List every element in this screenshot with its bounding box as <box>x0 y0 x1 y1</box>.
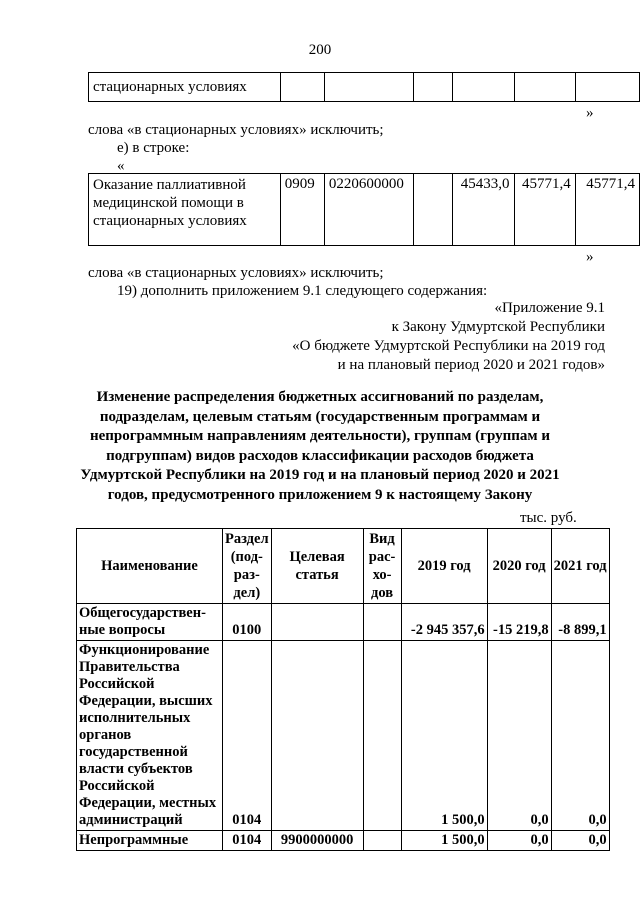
row-target <box>271 604 363 641</box>
row-name: Общегосударствен-ные вопросы <box>77 604 223 641</box>
snippet1-empty-cell <box>514 73 575 102</box>
snippet2-2019-cell: 45433,0 <box>453 174 514 246</box>
row-2020: 0,0 <box>487 831 551 851</box>
row-kind <box>363 641 401 831</box>
snippet1-name-cell: стационарных условиях <box>89 73 281 102</box>
row-kind <box>363 604 401 641</box>
row-2019: 1 500,0 <box>401 831 487 851</box>
header-target: Целевая статья <box>271 529 363 604</box>
closing-quote: » <box>586 105 594 121</box>
snippet2-2021-cell: 45771,4 <box>575 174 639 246</box>
row-2021: 0,0 <box>551 641 609 831</box>
header-kind: Вид рас-хо-дов <box>363 529 401 604</box>
row-target <box>271 641 363 831</box>
units-label: тыс. руб. <box>520 510 577 526</box>
row-kind <box>363 831 401 851</box>
snippet1-empty-cell <box>280 73 324 102</box>
page-number: 200 <box>308 42 332 58</box>
header-2020: 2020 год <box>487 529 551 604</box>
header-section: Раздел (под-раз-дел) <box>223 529 272 604</box>
row-section: 0104 <box>223 641 272 831</box>
text-line: слова «в стационарных условиях» исключить; <box>88 122 384 138</box>
appendix-line: к Закону Удмуртской Республики <box>391 319 605 335</box>
text-line: е) в строке: <box>117 140 190 156</box>
snippet-table-1 <box>88 72 640 102</box>
row-name: Непрограммные <box>77 831 223 851</box>
snippet2-section-cell: 0909 <box>280 174 324 246</box>
snippet2-target-cell: 0220600000 <box>324 174 413 246</box>
budget-table <box>76 528 610 851</box>
row-2020: -15 219,8 <box>487 604 551 641</box>
row-2021: 0,0 <box>551 831 609 851</box>
row-2019: 1 500,0 <box>401 641 487 831</box>
header-2019: 2019 год <box>401 529 487 604</box>
text-line: слова «в стационарных условиях» исключить; <box>88 265 384 281</box>
table-header-row <box>77 529 610 604</box>
row-section: 0104 <box>223 831 272 851</box>
snippet1-empty-cell <box>414 73 453 102</box>
row-2021: -8 899,1 <box>551 604 609 641</box>
snippet1-empty-cell <box>453 73 514 102</box>
header-2021: 2021 год <box>551 529 609 604</box>
snippet2-2020-cell: 45771,4 <box>514 174 575 246</box>
table-row <box>77 604 610 641</box>
appendix-line: и на плановый период 2020 и 2021 годов» <box>337 357 605 373</box>
row-2019: -2 945 357,6 <box>401 604 487 641</box>
snippet1-empty-cell <box>575 73 639 102</box>
table-row <box>77 831 610 851</box>
document-title: Изменение распределения бюджетных ассигнований по разделам, подразделам, целевым статьям (государственным программам и непрограммным направлениям деятельности), группам (группам и подгруппам) видов расходов классификации расходов бюджета Удмуртской Республики на 2019 год и на плановый период 2020 и 2021 годов, предусмотренного приложением 9 к настоящему Закону <box>80 389 560 503</box>
text-line: 19) дополнить приложением 9.1 следующего содержания: <box>117 283 488 299</box>
snippet1-empty-cell <box>324 73 413 102</box>
header-name: Наименование <box>77 529 223 604</box>
snippet-table-2 <box>88 173 640 246</box>
snippet2-kind-cell <box>414 174 453 246</box>
appendix-line: «О бюджете Удмуртской Республики на 2019 год <box>292 338 605 354</box>
appendix-line: «Приложение 9.1 <box>494 300 605 316</box>
row-section: 0100 <box>223 604 272 641</box>
row-target: 9900000000 <box>271 831 363 851</box>
row-2020: 0,0 <box>487 641 551 831</box>
snippet2-name-cell: Оказание паллиативной медицинской помощи в стационарных условиях <box>89 174 281 246</box>
table-row <box>77 641 610 831</box>
closing-quote: » <box>586 249 594 265</box>
opening-quote: « <box>117 158 125 174</box>
row-name: Функционирование Правительства Российской Федерации, высших исполнительных органов государственной власти субъектов Российской Федерации, местных администраций <box>77 641 223 831</box>
